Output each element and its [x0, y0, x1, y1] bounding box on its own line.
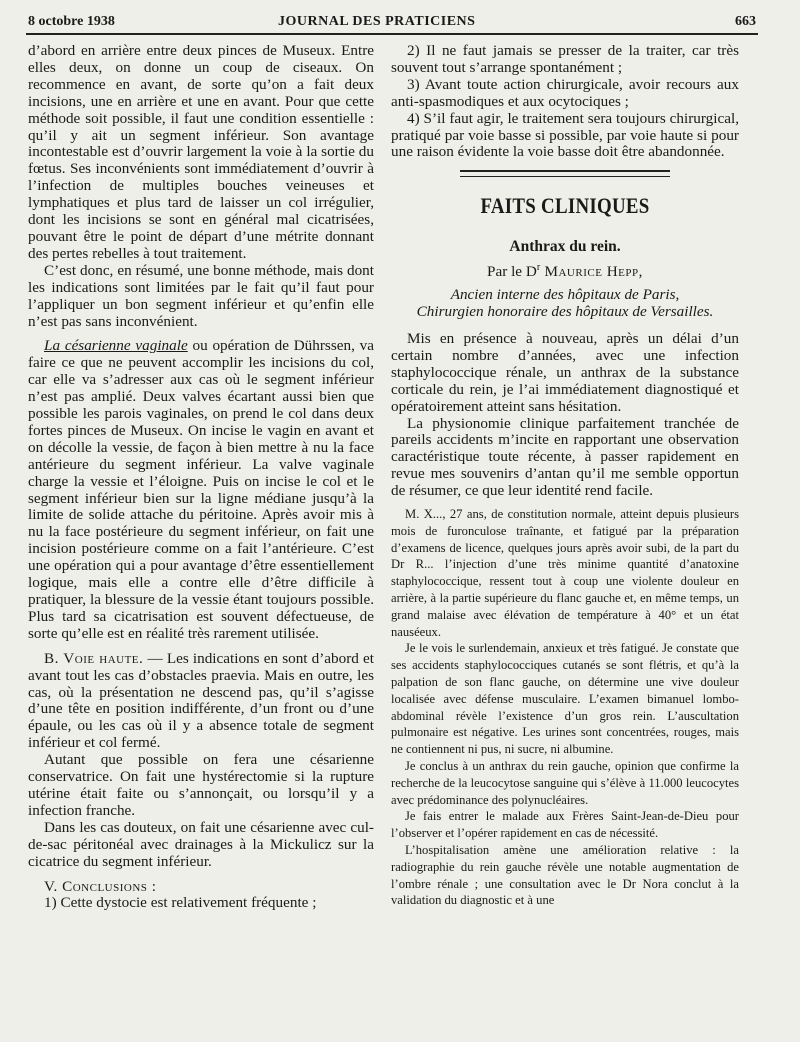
subsection-title: La césarienne vaginale [44, 337, 188, 355]
header-journal-title: JOURNAL DES PRATICIENS [278, 14, 476, 29]
paragraph: Mis en présence à nouveau, après un délai d’un certain nombre d’années, avec une infection staphylococcique rénale, un anthrax de la substance corticale du rein, je l’ai immédiatement diagnostiqué et opératoirement atteint sans hésitation. [391, 329, 739, 415]
header-rule [26, 33, 758, 35]
case-paragraph: Je fais entrer le malade aux Frères Saint-Jean-de-Dieu pour l’observer et l’opérer rapidement en cas de nécessité. [391, 809, 739, 841]
section-title: FAITS CLINIQUES [480, 193, 650, 219]
paragraph: Dans les cas douteux, on fait une césarienne avec cul-de-sac péritonéal avec drainages à la Mickulicz sur la cicatrice du segment inférieur. [28, 818, 374, 870]
header-date: 8 octobre 1938 [28, 14, 115, 29]
case-report [391, 506, 739, 909]
paragraph-text: ou opération de Dührssen, va faire ce que ne peuvent accomplir les incisions du col, car elle va s’adresser aux cas où le segment inférieur n’est pas amplié. Deux valves écartant aussi bien que possible les parois vaginales, on prend le col dans deux fortes pinces de Museux. On incise le vagin en avant et on décolle la vessie, de façon à bien mettre à nu la face antérieure du segment inférieur. La valve vaginale charge la vessie et l’éloigne. Puis on incise le col et le segment inférieur bien sur la ligne médiane jusqu’à la limite de solide attache du péritoine. Après avoir mis à nu la face postérieure du segment inférieur, on fait une incision postérieure comme on a fait l’antérieure. C’est une opération qui a pour avantage d’être essentiellement logique, mais elle a contre elle d’être difficile à pratiquer, la blessure de la vessie étant toujours possible. Plus tard sa cicatrisation est souvent défectueuse, de sorte qu’elle est en réalité très rarement utilisée. [28, 337, 374, 642]
paragraph: C’est donc, en résumé, une bonne méthode, mais dont les indications sont limitées par le fait qu’il faut pour l’appliquer un bon segment inférieur et qu’enfin elle n’est pas sans inconvénient. [28, 261, 374, 330]
paragraph: Autant que possible on fera une césarienne conservatrice. On fait une hystérectomie si la rupture utérine était faite ou s’annonçait, ou lorsqu’il y a infection franche. [28, 751, 374, 819]
conclusions-heading: V. Conclusions : [44, 877, 157, 895]
author-byline: Par le $D^r$ Maurice Hepp, [487, 262, 643, 281]
subsection-label: B. Voie haute. [44, 649, 144, 667]
case-paragraph: Je conclus à un anthrax du rein gauche, opinion que confirme la recherche de la leucocytose sanguine qui s’élève à 11.000 leucocytes avec prédominance des polynucléaires. [391, 758, 739, 807]
affiliation-line: Ancien interne des hôpitaux de Paris, [450, 286, 680, 304]
affiliation-line: Chirurgien honoraire des hôpitaux de Versailles. [416, 303, 714, 321]
author-affiliations [391, 287, 739, 321]
left-column [28, 43, 374, 912]
paragraph: La physionomie clinique parfaitement tranchée de pareils accidents m’incite en rapportant une observation caractéristique toute récente, à passer rapidement en revue mes souvenirs d’antan qu’il me semble opportun de résumer, ce que leur identité rend facile. [391, 414, 739, 500]
conclusion-item: 2) Il ne faut jamais se presser de la traiter, car très souvent tout s’arrange spontanément ; [391, 42, 739, 76]
header-page-number: 663 [735, 14, 756, 29]
section-divider [460, 170, 670, 177]
conclusion-item: 1) Cette dystocie est relativement fréquente ; [44, 894, 317, 912]
paragraph [28, 651, 374, 752]
conclusion-item: 3) Avant toute action chirurgicale, avoir recours aux anti-spasmodiques et aux ocytociques ; [391, 75, 739, 110]
case-paragraph: M. X..., 27 ans, de constitution normale, atteint depuis plusieurs mois de furonculose traînante, et fatigué par la préparation d’examens de licence, quelques jours après avoir subi, de la part du Dr R... l’injection d’une très minime quantité d’anatoxine staphylococcique, ressent tout à coup une violente douleur en arrière, à la partie supérieure du flanc gauche et, en même temps, un grand malaise avec élévation de température à 40° et un état nauséeux. [391, 507, 739, 639]
paragraph: d’abord en arrière entre deux pinces de Museux. Entre elles deux, on donne un coup de ciseaux. On recommence en avant, de sorte qu’on a fait deux incisions, une en arrière et une en avant. Pour que cette méthode soit possible, il faut une condition essentielle : qu’il y ait un segment inférieur. Son avantage incontestable est d’ouvrir largement la voie à la sortie du fœtus. Ses inconvénients sont immédiatement d’ouvrir à l’infection de multiples bouches veineuses et lymphatiques et plus tard de laisser un col irrégulier, dont les incisions se sont en général mal cicatrisées, pouvant être le point de départ d’une métrite donnant des pertes rebelles à tout traitement. [28, 42, 374, 262]
right-column [391, 43, 739, 909]
article-title: Anthrax du rein. [509, 238, 621, 256]
paragraph-text: — Les indications en sont d’abord et avant tout les cas d’obstacles praevia. Mais en outre, les cas, où la présentation ne descend pas, qu’il s’agisse d’une tête en position indifférente, d’un front ou d’une épaule, ou les cas où il y a absence totale de segment inférieur et col fermé. [28, 649, 375, 752]
case-paragraph: L’hospitalisation amène une amélioration relative : la radiographie du rein gauche révèle une notable augmentation de l’ombre rénale ; une consultation avec le Dr Nora conclut à la validation du diagnostic et à une [391, 842, 739, 908]
conclusion-item: 4) S’il faut agir, le traitement sera toujours chirurgical, pratiqué par voie basse si possible, par voie haute si pour une raison évidente la voie basse doit être abandonnée. [391, 109, 739, 161]
paragraph [28, 338, 374, 642]
case-paragraph: Je le vois le surlendemain, anxieux et très fatigué. Je constate que ses accidents staphylococciques cutanés se sont flétris, et qu’à la palpation de son flanc gauche, on détermine une vive douleur localisée avec défense musculaire. L’examen bimanuel lombo-abdominal révèle l’existence d’un gros rein. L’auscultation pulmonaire est négative. Les urines sont concentrées, rouges, mais ne contiennent ni pus, ni sucre, ni albumine. [391, 641, 739, 757]
